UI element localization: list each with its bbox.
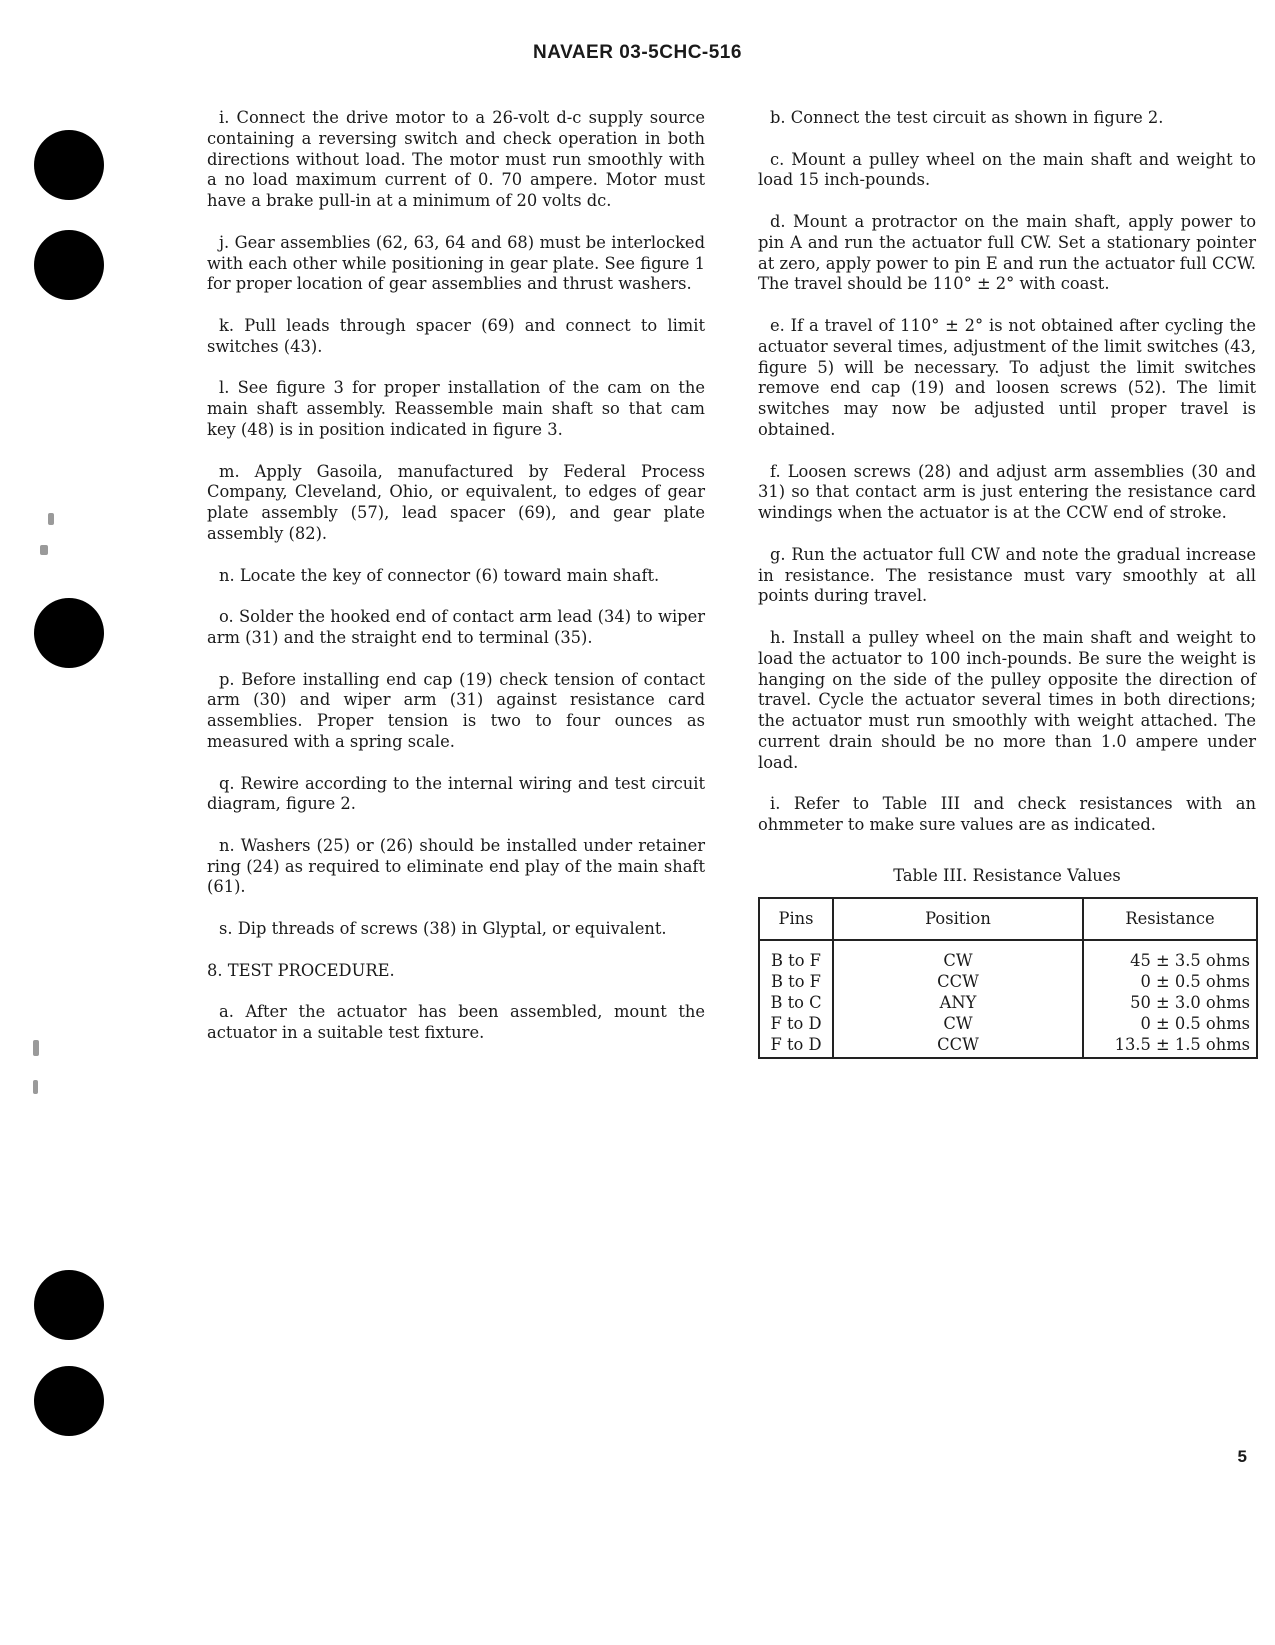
paragraph: g. Run the actuator full CW and note the gradual increase in resistance. The resistance must vary smoothly at all points during travel. bbox=[758, 544, 1256, 606]
cell-position: CCW bbox=[833, 972, 1083, 993]
table-row bbox=[759, 972, 1257, 993]
table-row bbox=[759, 1014, 1257, 1035]
section-heading: 8. TEST PROCEDURE. bbox=[207, 960, 395, 980]
cell-position: CW bbox=[833, 940, 1083, 972]
resistance-table bbox=[758, 897, 1258, 1060]
right-column bbox=[758, 108, 1256, 1059]
document-header: NAVAER 03-5CHC-516 bbox=[533, 42, 742, 63]
paragraph: q. Rewire according to the internal wiring and test circuit diagram, figure 2. bbox=[207, 773, 705, 814]
page-number: 5 bbox=[1237, 1447, 1247, 1466]
cell-resistance: 13.5 ± 1.5 ohms bbox=[1083, 1035, 1257, 1059]
paragraph: p. Before installing end cap (19) check tension of contact arm (30) and wiper arm (31) against resistance card assemblies. Proper tension is two to four ounces as measured with a spring scale. bbox=[207, 669, 705, 751]
paragraph: n. Locate the key of connector (6) toward main shaft. bbox=[219, 565, 660, 585]
paragraph: a. After the actuator has been assembled, mount the actuator in a suitable test fixture. bbox=[207, 1002, 705, 1043]
binder-hole bbox=[34, 598, 104, 668]
column-header-pins: Pins bbox=[759, 898, 833, 941]
paragraph: n. Washers (25) or (26) should be installed under retainer ring (24) as required to eliminate end play of the main shaft (61). bbox=[207, 835, 705, 897]
paragraph: b. Connect the test circuit as shown in figure 2. bbox=[770, 108, 1164, 127]
table-row bbox=[759, 1035, 1257, 1059]
cell-position: CW bbox=[833, 1014, 1083, 1035]
paragraph: i. Connect the drive motor to a 26-volt d-c supply source containing a reversing switch and check operation in both directions without load. The motor must run smoothly with a no load maximum current of 0. 70 ampere. Motor must have a brake pull-in at a minimum of 20 volts dc. bbox=[207, 108, 705, 211]
scan-speck bbox=[48, 513, 54, 525]
cell-position: CCW bbox=[833, 1035, 1083, 1059]
paragraph: l. See figure 3 for proper installation of the cam on the main shaft assembly. Reassemble main shaft so that cam key (48) is in position indicated in figure 3. bbox=[207, 378, 705, 439]
scan-speck bbox=[33, 1080, 38, 1094]
paragraph: j. Gear assemblies (62, 63, 64 and 68) must be interlocked with each other while positioning in gear plate. See figure 1 for proper location of gear assemblies and thrust washers. bbox=[207, 232, 705, 294]
cell-pins: B to F bbox=[759, 972, 833, 993]
table-caption: Table III. Resistance Values bbox=[893, 865, 1121, 885]
paragraph: f. Loosen screws (28) and adjust arm assemblies (30 and 31) so that contact arm is just entering the resistance card windings when the actuator is at the CCW end of stroke. bbox=[758, 461, 1256, 523]
cell-pins: B to F bbox=[759, 940, 833, 972]
cell-position: ANY bbox=[833, 993, 1083, 1014]
cell-pins: F to D bbox=[759, 1014, 833, 1035]
cell-pins: F to D bbox=[759, 1035, 833, 1059]
binder-hole bbox=[34, 130, 104, 200]
paragraph: c. Mount a pulley wheel on the main shaft and weight to load 15 inch-pounds. bbox=[758, 149, 1256, 190]
table-header-row bbox=[759, 898, 1257, 941]
paragraph: s. Dip threads of screws (38) in Glyptal, or equivalent. bbox=[219, 919, 667, 939]
paragraph: e. If a travel of 110° ± 2° is not obtained after cycling the actuator several times, adjustment of the limit switches (43, figure 5) will be necessary. To adjust the limit switches remove end cap (19) and loosen screws (52). The limit switches may now be adjusted until proper travel is obtained. bbox=[758, 315, 1256, 439]
column-header-position: Position bbox=[833, 898, 1083, 941]
cell-resistance: 50 ± 3.0 ohms bbox=[1083, 993, 1257, 1014]
paragraph: o. Solder the hooked end of contact arm lead (34) to wiper arm (31) and the straight end to terminal (35). bbox=[207, 607, 705, 647]
binder-hole bbox=[34, 230, 104, 300]
binder-hole bbox=[34, 1366, 104, 1436]
left-column bbox=[207, 108, 705, 1065]
scan-speck bbox=[40, 545, 48, 555]
paragraph: k. Pull leads through spacer (69) and connect to limit switches (43). bbox=[207, 315, 705, 356]
cell-resistance: 0 ± 0.5 ohms bbox=[1083, 1014, 1257, 1035]
paragraph: h. Install a pulley wheel on the main shaft and weight to load the actuator to 100 inch-pounds. Be sure the weight is hanging on the side of the pulley opposite the direction of travel. Cycle the actuator several times in both directions; the actuator must run smoothly with weight attached. The current drain should be no more than 1.0 ampere under load. bbox=[758, 627, 1256, 772]
cell-resistance: 45 ± 3.5 ohms bbox=[1083, 940, 1257, 972]
cell-pins: B to C bbox=[759, 993, 833, 1014]
column-header-resistance: Resistance bbox=[1083, 898, 1257, 941]
table-row bbox=[759, 940, 1257, 972]
cell-resistance: 0 ± 0.5 ohms bbox=[1083, 972, 1257, 993]
binder-hole bbox=[34, 1270, 104, 1340]
paragraph: m. Apply Gasoila, manufactured by Federal Process Company, Cleveland, Ohio, or equivalent, to edges of gear plate assembly (57), lead spacer (69), and gear plate assembly (82). bbox=[207, 461, 705, 543]
scan-speck bbox=[33, 1040, 39, 1056]
table-row bbox=[759, 993, 1257, 1014]
paragraph: d. Mount a protractor on the main shaft, apply power to pin A and run the actuator full CW. Set a stationary pointer at zero, apply power to pin E and run the actuator full CCW. The travel should be 110° ± 2° with coast. bbox=[758, 211, 1256, 294]
paragraph: i. Refer to Table III and check resistances with an ohmmeter to make sure values are as indicated. bbox=[758, 794, 1256, 835]
